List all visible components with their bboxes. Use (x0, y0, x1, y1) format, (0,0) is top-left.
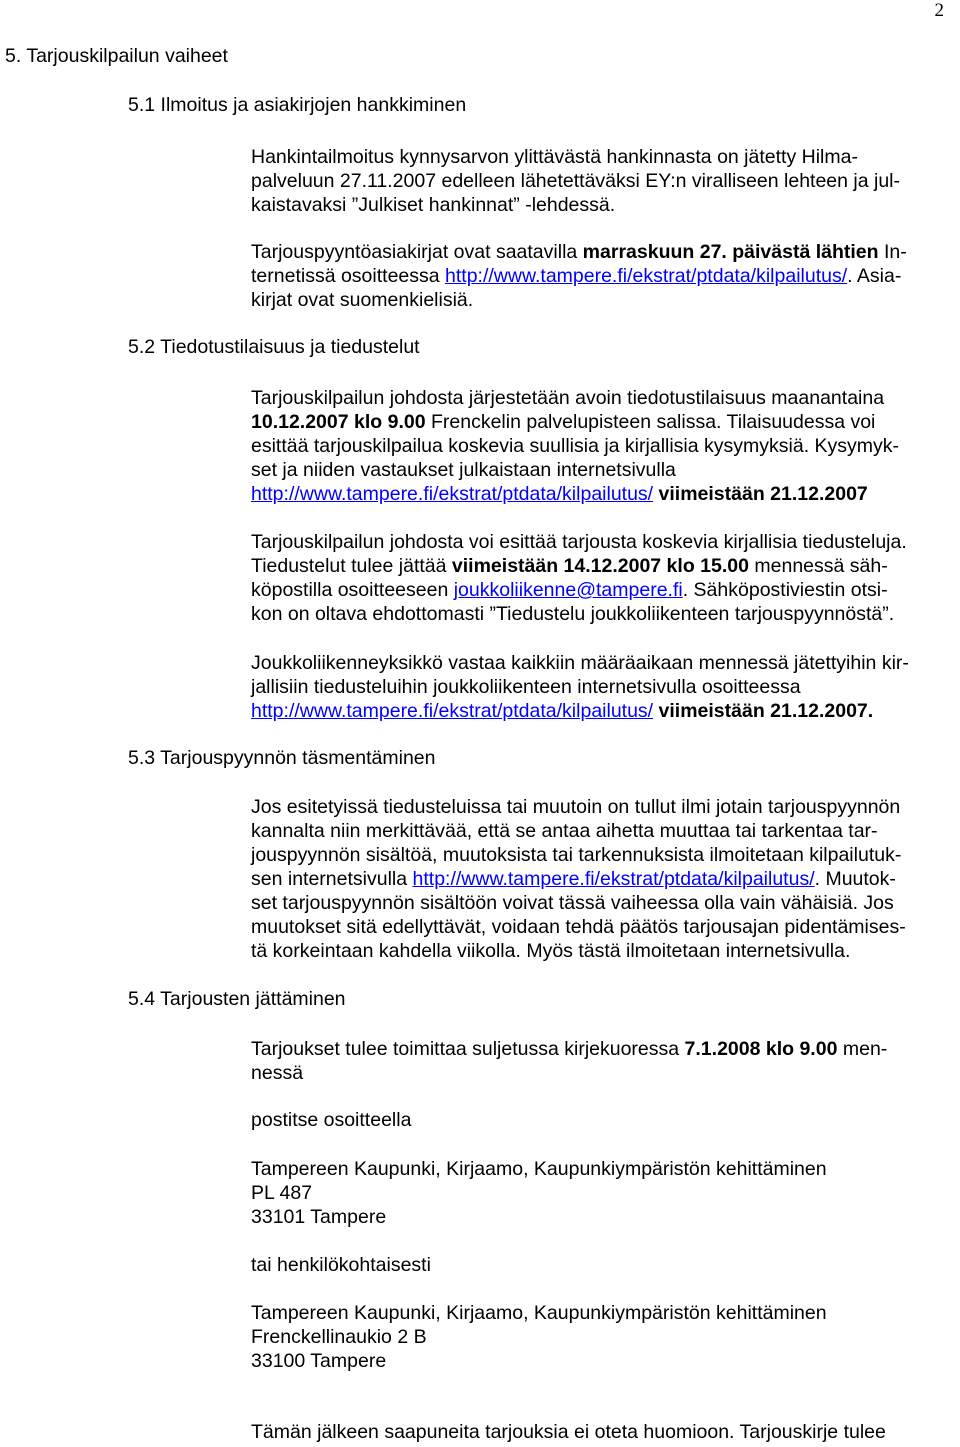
text-line: sen internetsivulla http://www.tampere.fi/ekstrat/ptdata/kilpailutus/. Muutok- (251, 868, 896, 890)
text-line: kaistavaksi ”Julkiset hankinnat” -lehdessä. (251, 194, 616, 216)
address-line: 33100 Tampere (251, 1350, 387, 1372)
s54-paragraph-4: Tämän jälkeen saapuneita tarjouksia ei oteta huomioon. Tarjouskirje tulee (251, 1421, 886, 1443)
text-line: kon on oltava ehdottomasti ”Tiedustelu joukkoliikenteen tarjouspyynnöstä”. (251, 603, 895, 625)
address-line: Tampereen Kaupunki, Kirjaamo, Kaupunkiympäristön kehittäminen (251, 1302, 827, 1324)
text-line: set ja niiden vastaukset julkaistaan internetsivulla (251, 459, 676, 481)
text-line: kannalta niin merkittävää, että se antaa aihetta muuttaa tai tarkentaa tar- (251, 820, 878, 842)
text-line: jallisiin tiedusteluihin joukkoliikenteen internetsivulla osoitteessa (251, 676, 801, 698)
text-line: köpostilla osoitteeseen joukkoliikenne@tampere.fi. Sähköpostiviestin otsi- (251, 579, 888, 601)
text-line: Hankintailmoitus kynnysarvon ylittävästä hankinnasta on jätetty Hilma- (251, 146, 858, 168)
text-line: kirjat ovat suomenkielisiä. (251, 289, 474, 311)
heading-5-2: 5.2 Tiedotustilaisuus ja tiedustelut (128, 336, 420, 358)
text-line: Jos esitetyissä tiedusteluissa tai muutoin on tullut ilmi jotain tarjouspyynnön (251, 796, 901, 818)
s52-paragraph-2 (251, 530, 957, 626)
kilpailutus-link[interactable]: http://www.tampere.fi/ekstrat/ptdata/kilpailutus/ (412, 868, 815, 890)
text-line: Tarjoukset tulee toimittaa suljetussa kirjekuoressa 7.1.2008 klo 9.00 men- (251, 1038, 888, 1060)
s52-paragraph-1 (251, 386, 957, 506)
text-line: nessä (251, 1062, 304, 1084)
text-line: 10.12.2007 klo 9.00 Frenckelin palvelupisteen salissa. Tilaisuudessa voi (251, 411, 876, 433)
address-line: Frenckellinaukio 2 B (251, 1326, 427, 1348)
email-link[interactable]: joukkoliikenne@tampere.fi (453, 579, 683, 601)
kilpailutus-link[interactable]: http://www.tampere.fi/ekstrat/ptdata/kilpailutus/ (445, 265, 848, 287)
heading-5-1: 5.1 Ilmoitus ja asiakirjojen hankkiminen (128, 94, 467, 116)
text-line: muutokset sitä edellyttävät, voidaan tehdä päätös tarjousajan pidentämises- (251, 916, 906, 938)
text-line: Tarjouspyyntöasiakirjat ovat saatavilla marraskuun 27. päivästä lähtien In- (251, 241, 907, 263)
address-line: PL 487 (251, 1182, 313, 1204)
text-line: Tarjouskilpailun johdosta järjestetään avoin tiedotustilaisuus maanantaina (251, 387, 885, 409)
text-line: palveluun 27.11.2007 edelleen lähetettäväksi EY:n viralliseen lehteen ja jul- (251, 170, 901, 192)
address-line: Tampereen Kaupunki, Kirjaamo, Kaupunkiympäristön kehittäminen (251, 1158, 827, 1180)
section-title: 5. Tarjouskilpailun vaiheet (5, 45, 228, 67)
s54-paragraph-3: tai henkilökohtaisesti (251, 1254, 431, 1276)
s52-paragraph-3 (251, 651, 957, 723)
heading-5-4: 5.4 Tarjousten jättäminen (128, 988, 346, 1010)
page-number: 2 (934, 0, 944, 21)
s54-paragraph-2: postitse osoitteella (251, 1109, 412, 1131)
text-line: tä korkeintaan kahdella viikolla. Myös tästä ilmoitetaan internetsivulla. (251, 940, 851, 962)
text-line: ternetissä osoitteessa http://www.tampere.fi/ekstrat/ptdata/kilpailutus/. Asia- (251, 265, 902, 287)
text-line: Tiedustelut tulee jättää viimeistään 14.12.2007 klo 15.00 mennessä säh- (251, 555, 888, 577)
heading-5-3: 5.3 Tarjouspyynnön täsmentäminen (128, 747, 436, 769)
text-line: set tarjouspyynnön sisältöön voivat tässä vaiheessa olla vain vähäisiä. Jos (251, 892, 894, 914)
kilpailutus-link[interactable]: http://www.tampere.fi/ekstrat/ptdata/kilpailutus/ (251, 700, 654, 722)
postal-address (251, 1157, 957, 1229)
text-line: jouspyynnön sisältöä, muutoksista tai tarkennuksista ilmoitetaan kilpailutuk- (251, 844, 902, 866)
s51-paragraph-1 (251, 145, 957, 217)
text-line: esittää tarjouskilpailua koskevia suullisia ja kirjallisia kysymyksiä. Kysymyk- (251, 435, 900, 457)
s54-paragraph-1 (251, 1037, 957, 1085)
kilpailutus-link[interactable]: http://www.tampere.fi/ekstrat/ptdata/kilpailutus/ (251, 483, 654, 505)
s53-paragraph (251, 795, 957, 963)
text-line: http://www.tampere.fi/ekstrat/ptdata/kilpailutus/ viimeistään 21.12.2007. (251, 700, 874, 722)
s51-paragraph-2 (251, 240, 957, 312)
text-line: Tarjouskilpailun johdosta voi esittää tarjousta koskevia kirjallisia tiedusteluja. (251, 531, 907, 553)
text-line: Joukkoliikenneyksikkö vastaa kaikkiin määräaikaan mennessä jätettyihin kir- (251, 652, 909, 674)
address-line: 33101 Tampere (251, 1206, 387, 1228)
visiting-address (251, 1301, 957, 1373)
text-line: http://www.tampere.fi/ekstrat/ptdata/kilpailutus/ viimeistään 21.12.2007 (251, 483, 868, 505)
